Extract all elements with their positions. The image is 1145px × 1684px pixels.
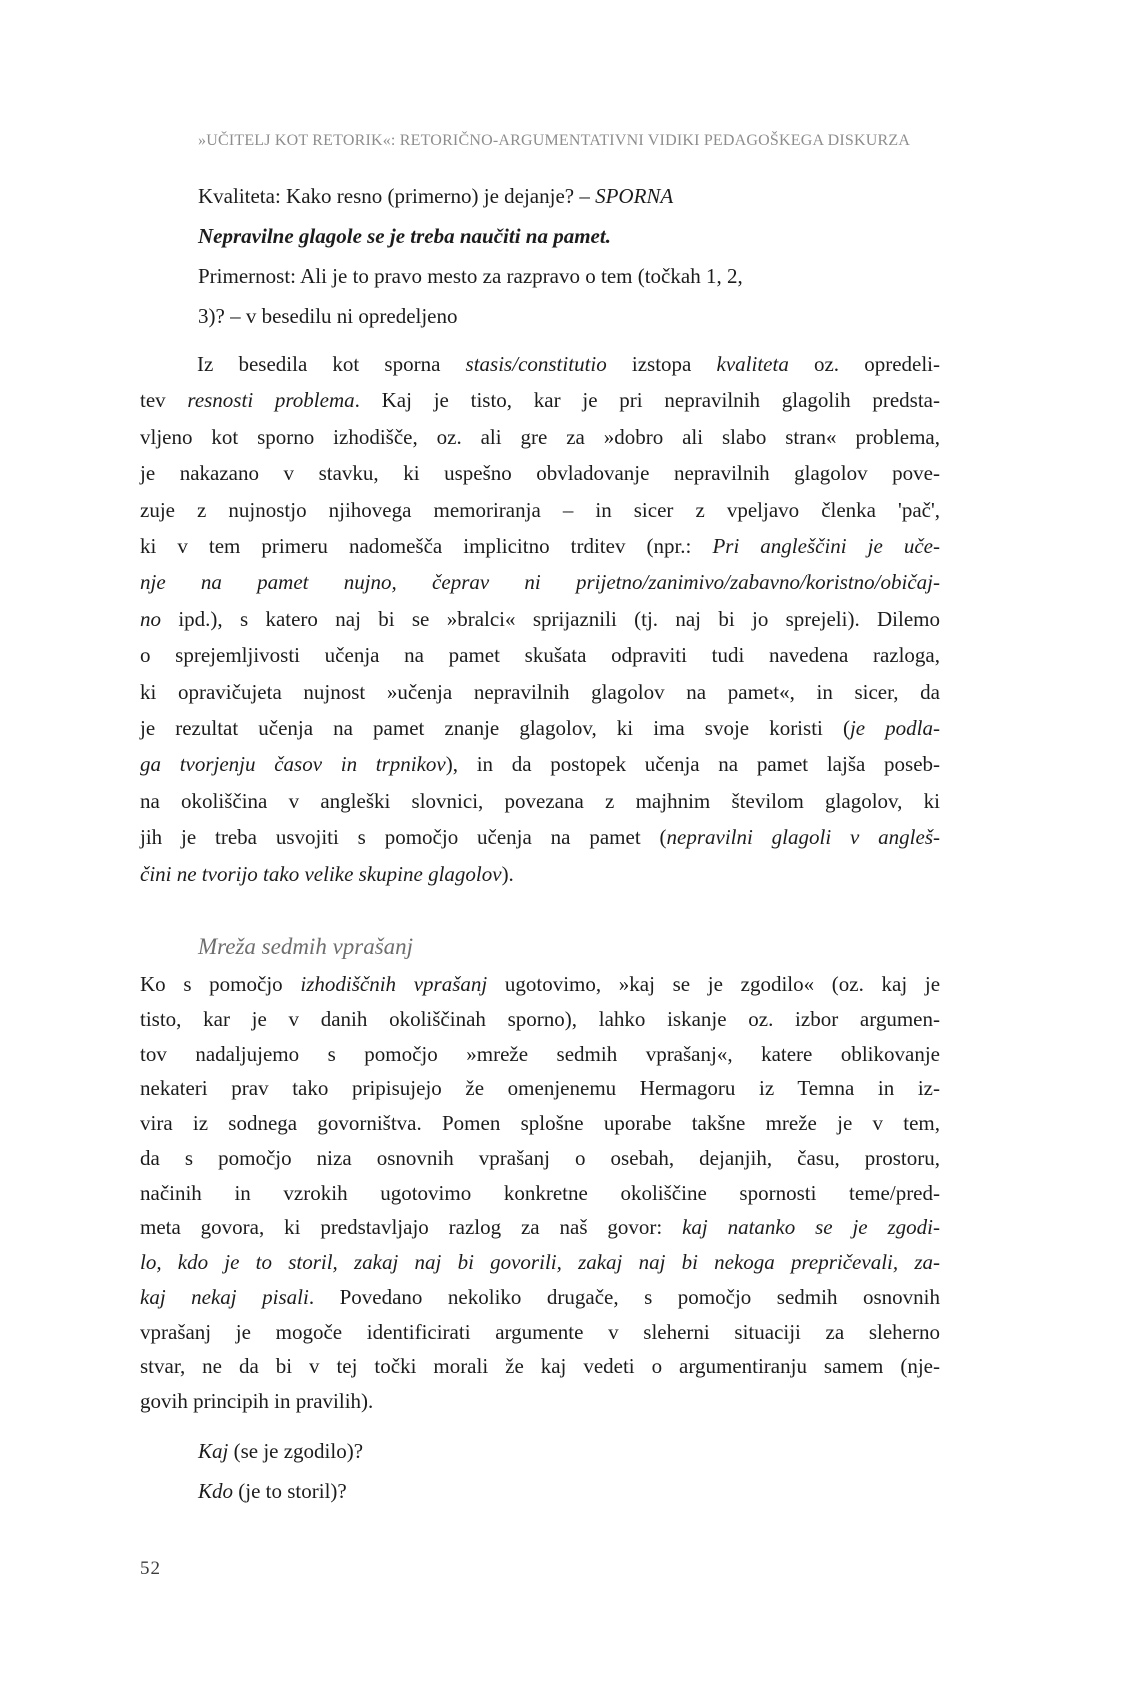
text-line: tev resnosti problema. Kaj je tisto, kar je pri nepravilnih glagolih predsta- <box>140 388 940 413</box>
text-line: Primernost: Ali je to pravo mesto za razpravo o tem (točkah 1, 2, <box>198 264 743 288</box>
text-line: Kvaliteta: Kako resno (primerno) je dejanje? – SPORNA <box>198 184 674 208</box>
text-line: vljeno kot sporno izhodišče, oz. ali gre za »dobro ali slabo stran« problema, <box>140 424 940 449</box>
text-line: 3)? – v besedilu ni opredeljeno <box>198 304 458 328</box>
text-line: Nepravilne glagole se je treba naučiti na pamet. <box>198 224 611 248</box>
text-line: Kdo (je to storil)? <box>198 1479 347 1503</box>
text-line: vira iz sodnega govorništva. Pomen splošne uporabe takšne mreže je v tem, <box>140 1111 940 1135</box>
text-line: ki opravičujeta nujnost »učenja nepravilnih glagolov na pamet«, in sicer, da <box>140 679 940 704</box>
running-header: »UČITELJ KOT RETORIK«: RETORIČNO-ARGUMENTATIVNI VIDIKI PEDAGOŠKEGA DISKURZA <box>198 132 911 149</box>
text-line: nekateri prav tako pripisujejo že omenjenemu Hermagoru iz Temna in iz- <box>140 1076 940 1101</box>
page-number: 52 <box>140 1558 161 1579</box>
text-line: o sprejemljivosti učenja na pamet skušata odpraviti tudi navedena razloga, <box>140 643 940 668</box>
text-line: ga tvorjenju časov in trpnikov), in da postopek učenja na pamet lajša poseb- <box>140 752 941 777</box>
text-line: Kaj (se je zgodilo)? <box>198 1439 364 1463</box>
text-line: na okoliščina v angleški slovnici, povezana z majhnim številom glagolov, ki <box>140 788 940 813</box>
text-line: čini ne tvorijo tako velike skupine glagolov). <box>140 861 514 886</box>
paragraph-stasis-analysis <box>140 346 940 892</box>
paragraph-seven-questions <box>140 967 940 1419</box>
question-list <box>198 1431 818 1511</box>
text-line: je nakazano v stavku, ki uspešno obvladovanje nepravilnih glagolov pove- <box>140 461 940 486</box>
text-line: tov nadaljujemo s pomočjo »mreže sedmih vprašanj«, katere oblikovanje <box>140 1041 940 1066</box>
text-line: tisto, kar je v danih okoliščinah sporno), lahko iskanje oz. izbor argumen- <box>140 1006 940 1031</box>
text-line: zuje z nujnostjo njihovega memoriranja – in sicer z vpeljavo členka 'pač', <box>140 497 940 522</box>
text-line: no ipd.), s katero naj bi se »bralci« sprijaznili (tj. naj bi jo sprejeli). Dilemo <box>140 606 940 631</box>
text-line: je rezultat učenja na pamet znanje glagolov, ki ima svoje koristi (je podla- <box>140 716 941 741</box>
text-line: vprašanj je mogoče identificirati argumente v sleherni situaciji za sleherno <box>140 1319 940 1344</box>
text-line: nje na pamet nujno, čeprav ni prijetno/zanimivo/zabavno/koristno/običaj- <box>140 570 940 595</box>
text-line: lo, kdo je to storil, zakaj naj bi govorili, zakaj naj bi nekoga prepričevali, za- <box>140 1250 940 1274</box>
text-line: ki v tem primeru nadomešča implicitno trditev (npr.: Pri angleščini je uče- <box>140 534 940 559</box>
text-line: Ko s pomočjo izhodiščnih vprašanj ugotovimo, »kaj se je zgodilo« (oz. kaj je <box>140 972 941 996</box>
text-line: kaj nekaj pisali. Povedano nekoliko drugače, s pomočjo sedmih osnovnih <box>140 1284 940 1309</box>
text-line: jih je treba usvojiti s pomočjo učenja na pamet (nepravilni glagoli v angleš- <box>140 825 940 850</box>
text-line: da s pomočjo niza osnovnih vprašanj o osebah, dejanjih, času, prostoru, <box>140 1145 940 1170</box>
text-line: Iz besedila kot sporna stasis/constitutio izstopa kvaliteta oz. opredeli- <box>197 352 940 376</box>
text-line: govih principih in pravilih). <box>140 1389 374 1413</box>
text-line: meta govora, ki predstavljajo razlog za naš govor: kaj natanko se je zgodi- <box>140 1215 940 1240</box>
stasis-question-block <box>198 176 940 336</box>
section-heading: Mreža sedmih vprašanj <box>198 934 414 959</box>
text-line: stvar, ne da bi v tej točki morali že kaj vedeti o argumentiranju samem (nje- <box>140 1354 940 1379</box>
text-line: načinih in vzrokih ugotovimo konkretne okoliščine spornosti teme/pred- <box>140 1180 940 1205</box>
